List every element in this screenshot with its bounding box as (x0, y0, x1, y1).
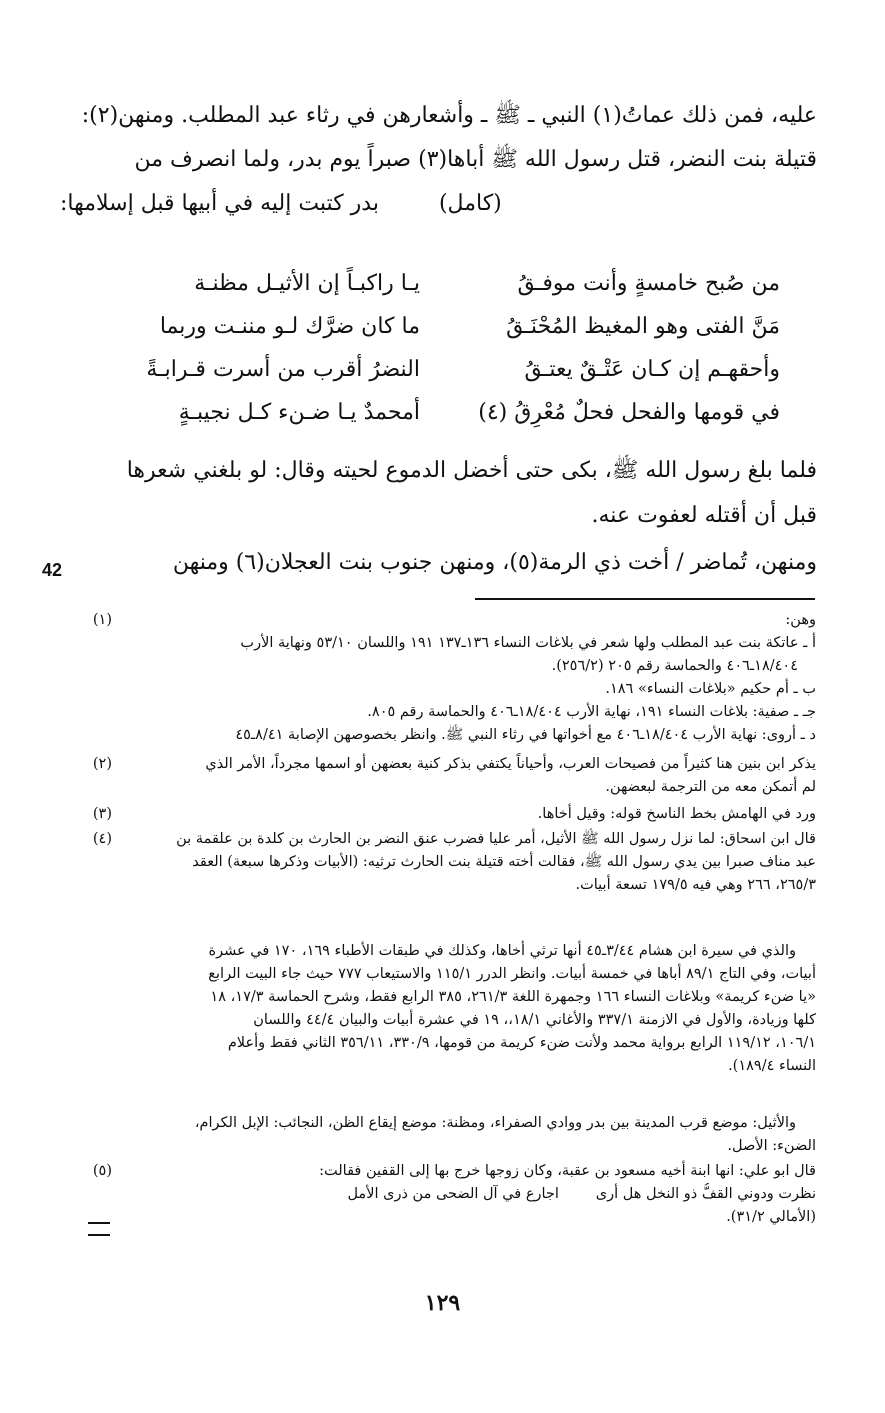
body-paragraph (60, 94, 817, 226)
footnote-body (112, 753, 816, 799)
footnote-continuation (64, 940, 816, 1078)
footnote-body (112, 1160, 816, 1229)
footnote-number: (٥) (92, 1163, 112, 1179)
body-line: قتيلة بنت النضر، قتل رسول الله ﷺ أباها(٣) صبراً يوم بدر، ولما انصرف من (134, 147, 817, 172)
continuation-mark (88, 1222, 110, 1236)
footnote-number: (١) (92, 612, 112, 628)
footnote-line: ب ـ أم حكيم «بلاغات النساء» ١٨٦. (605, 681, 816, 697)
footnote-line: كلها وزيادة، والأول في الازمنة ٣٣٧/١ والأغاني ١٨/١،، ١٩ في عشرة أبيات والبيان ٤٤/٤ واللسان (253, 1012, 816, 1028)
footnote (64, 1160, 816, 1229)
footnote-line: أبيات، وفي التاج ٨٩/١ أباها في خمسة أبيات. وانظر الدرر ١١٥/١ والاستيعاب ٧٧٧ حيث جاء البيت الرابع (208, 966, 816, 982)
footnote-line: قال ابن اسحاق: لما نزل رسول الله ﷺ الأثيل، أمر عليا فضرب عنق النضر بن الحارث بن كلدة بن علقمة بن (176, 831, 816, 847)
poem (100, 262, 780, 434)
verse-second-hemistich: في قومها والفحل فحلٌ مُعْرِقُ (٤) (478, 400, 780, 425)
poem-verse (100, 305, 780, 348)
body-line: ومنهن، تُماضر / أخت ذي الرمة(٥)، ومنهن جنوب بنت العجلان(٦) ومنهن (172, 550, 817, 575)
footnote-verse: نظرت ودوني القفُّ ذو النخل هل أرى اجارع في آل الضحى من ذرى الأمل (347, 1186, 816, 1202)
footnote-line: ١٨/٤٠٤ـ٤٠٦ والحماسة رقم ٢٠٥ (٢٥٦/٢). (551, 658, 798, 674)
footnote-number: (٢) (92, 756, 112, 772)
footnote-line: ٢٦٥/٣، ٢٦٦ وهي فيه ١٧٩/٥ تسعة أبيات. (575, 877, 816, 893)
verse-first-hemistich: ما كان ضرَّك لـو مننـت وربما (159, 314, 420, 339)
footnote-line: الضنء: الأصل. (727, 1138, 816, 1154)
footnotes (64, 609, 816, 897)
footnote (64, 803, 816, 826)
footnote-line: النساء ١٨٩/٤). (728, 1058, 816, 1074)
footnote (64, 609, 816, 747)
footnote-continuation (64, 1112, 816, 1158)
footnote-number: (٤) (92, 831, 112, 847)
verse-first-hemistich: يـا راكبـاً إن الأثيـل مظنـة (194, 271, 420, 296)
body-line: بدر كتبت إليه في أبيها قبل إسلامها: (60, 191, 379, 216)
verse-second-hemistich: من صُبح خامسةٍ وأنت موفـقُ (517, 271, 780, 296)
verse-second-hemistich: وأحقهـم إن كـان عَتْـقٌ يعتـقُ (524, 357, 780, 382)
verse-first-hemistich: النضرُ أقرب من أسرت قـرابـةً (146, 357, 420, 382)
footnote-separator (475, 598, 815, 600)
footnote-line: وهن: (785, 612, 816, 628)
verse-second-hemistich: مَنَّ الفتى وهو المغيظ المُحْنَـقُ (506, 314, 780, 339)
poem-verse (100, 262, 780, 305)
footnote-line: (الأمالي ٣١/٢). (726, 1209, 816, 1225)
footnote-body (112, 803, 816, 826)
footnote-line: «يا ضنء كريمة» وبلاغات النساء ١٦٦ وجمهرة اللغة ٢٦١/٣، ٣٨٥ الرابع فقط، وشرح الحماسة ١٧/٣، ١٨ (210, 989, 816, 1005)
footnote-line: أ ـ عاتكة بنت عبد المطلب ولها شعر في بلاغات النساء ١٣٦ـ١٣٧ ١٩١ واللسان ٥٣/١٠ ونهاية الأرب (240, 635, 816, 651)
verse-first-hemistich: أمحمدٌ يـا ضـنء كـل نجيبـةٍ (178, 400, 420, 425)
body-line: عليه، فمن ذلك عماتُ(١) النبي ـ ﷺ ـ وأشعارهن في رثاء عبد المطلب. ومنهن(٢): (81, 103, 817, 128)
footnote-number: (٣) (92, 806, 112, 822)
footnote (64, 753, 816, 799)
footnote-line: ١٠٦/١، ١١٩/١٢ الرابع برواية محمد ولأنت ضنء كريمة من قومها، ٣٣٠/٩، ٣٥٦/١١ الثاني فقط وأعلام (227, 1035, 816, 1051)
footnote-line: ورد في الهامش بخط الناسخ قوله: وقيل أخاها. (537, 806, 816, 822)
page-number: ١٢٩ (424, 1290, 461, 1316)
footnote-line: والأثيل: موضع قرب المدينة بين بدر ووادي الصفراء، ومظنة: موضع إيقاع الظن، النجائب: الإبل الكرام، (194, 1115, 796, 1131)
after-poem-paragraph (60, 448, 817, 585)
body-line: فلما بلغ رسول الله ﷺ، بكى حتى أخضل الدموع لحيته وقال: لو بلغني شعرها (126, 458, 817, 483)
meter-label: (كامل) (438, 191, 502, 216)
poem-verse (100, 348, 780, 391)
footnote-line: قال ابو علي: انها ابنة أخيه مسعود بن عقبة، وكان زوجها خرج بها إلى القفين فقالت: (319, 1163, 816, 1179)
footnote-line: عبد مناف صبرا بين يدي رسول الله ﷺ، فقالت أخته قتيلة بنت الحارث ترثيه: (الأبيات وذكرها سبعة) العقد (192, 854, 816, 870)
manuscript-folio-marker: 42 (42, 560, 63, 580)
footnote-line: لم أتمكن معه من الترجمة لبعضهن. (605, 779, 816, 795)
footnote-body (112, 609, 816, 747)
footnote (64, 828, 816, 897)
poem-verse (100, 391, 780, 434)
footnote-line: د ـ أروى: نهاية الأرب ١٨/٤٠٤ـ٤٠٦ مع أخواتها في رثاء النبي ﷺ. وانظر بخصوصهن الإصابة ٨/٤١ـ٤٥ (235, 727, 816, 743)
footnote-body (112, 828, 816, 897)
footnote-line: والذي في سيرة ابن هشام ٣/٤٤ـ٤٥ أنها ترثي أخاها، وكذلك في طبقات الأطباء ١٦٩، ١٧٠ في عشرة (208, 943, 796, 959)
body-line-with-meter (60, 182, 817, 226)
body-line: قبل أن أقتله لعفوت عنه. (591, 503, 817, 528)
footnote-line: جـ ـ صفية: بلاغات النساء ١٩١، نهاية الأرب ١٨/٤٠٤ـ٤٠٦ والحماسة رقم ٨٠٥. (367, 704, 816, 720)
footnote-line: يذكر ابن بنين هنا كثيراً من فصيحات العرب، وأحياناً يكتفي بذكر كنية بعضهن أو اسمها مجرداً، الأمر الذي (205, 756, 816, 772)
footnotes (64, 1160, 816, 1229)
